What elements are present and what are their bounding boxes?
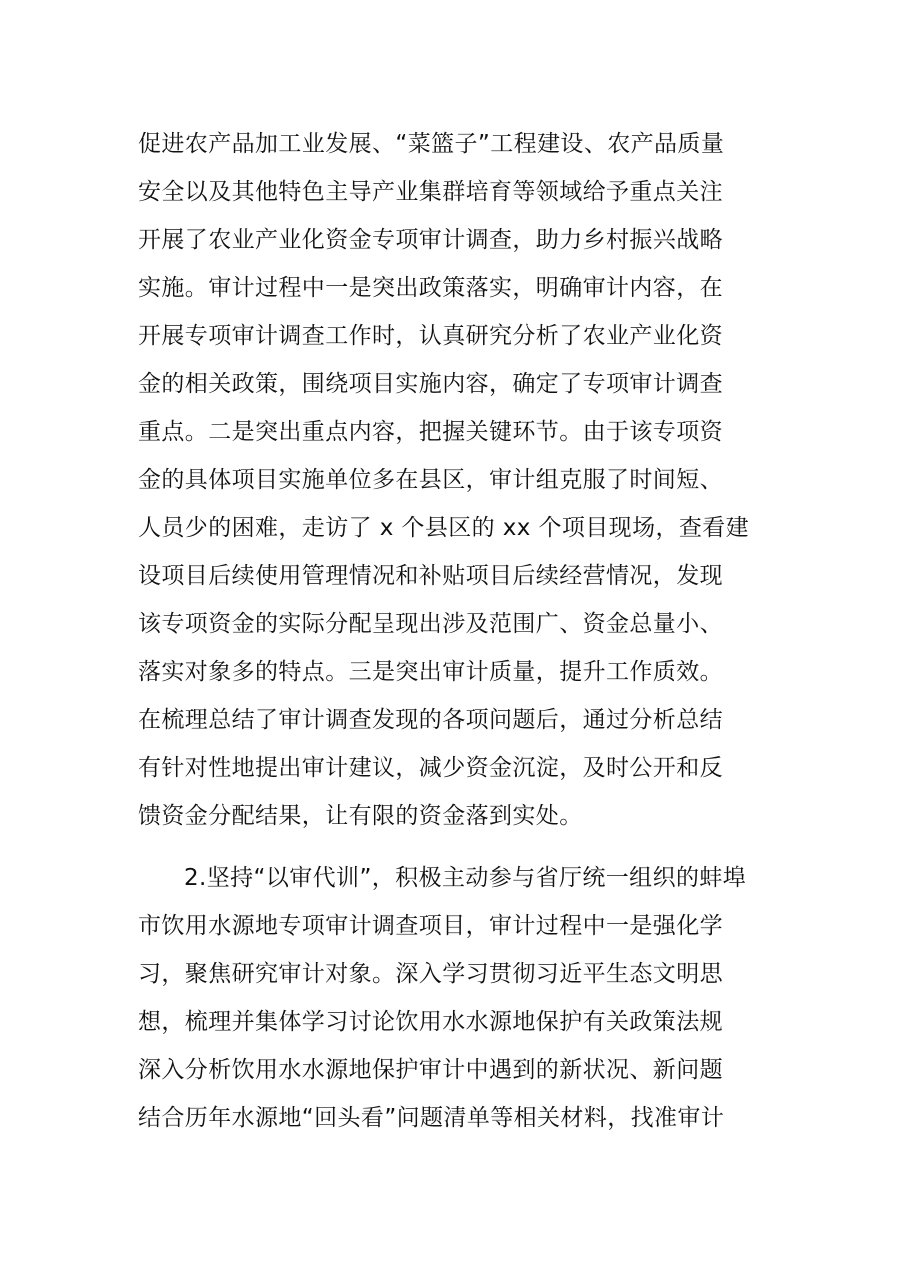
paragraph-2 (138, 854, 778, 1142)
paragraph-2-line: 结合历年水源地“回头看”问题清单等相关材料，找准审计 (138, 1105, 725, 1131)
paragraph-2-line: 习，聚焦研究审计对象。深入学习贯彻习近平生态文明思 (138, 961, 723, 987)
paragraph-1-line: 金的具体项目实施单位多在县区，审计组克服了时间短、 (138, 467, 723, 493)
paragraph-1-line: 有针对性地提出审计建议，减少资金沉淀，及时公开和反 (138, 755, 723, 781)
paragraph-2-line: 2.坚持“以审代训”，积极主动参与省厅统一组织的蚌埠 (184, 865, 747, 891)
document-body (138, 120, 778, 1142)
paragraph-gap (138, 840, 778, 854)
paragraph-1-line: 开展了农业产业化资金专项审计调查，助力乡村振兴战略 (138, 227, 723, 253)
paragraph-1-line: 促进农产品加工业发展、“菜篮子”工程建设、农产品质量 (138, 131, 725, 157)
paragraph-1-line: 重点。二是突出重点内容，把握关键环节。由于该专项资 (138, 419, 723, 445)
paragraph-1-line: 开展专项审计调查工作时，认真研究分析了农业产业化资 (138, 323, 723, 349)
paragraph-1-line: 安全以及其他特色主导产业集群培育等领域给予重点关注 (138, 179, 723, 205)
paragraph-1-line: 人员少的困难，走访了 x 个县区的 xx 个项目现场，查看建 (138, 515, 750, 541)
paragraph-2-line: 市饮用水源地专项审计调查项目，审计过程中一是强化学 (138, 913, 723, 939)
paragraph-1-line: 馈资金分配结果，让有限的资金落到实处。 (138, 803, 583, 829)
paragraph-2-line: 深入分析饮用水水源地保护审计中遇到的新状况、新问题 (138, 1057, 723, 1083)
paragraph-1-line: 实施。审计过程中一是突出政策落实，明确审计内容，在 (138, 275, 723, 301)
paragraph-1-line: 在梳理总结了审计调查发现的各项问题后，通过分析总结 (138, 707, 723, 733)
paragraph-1-line: 设项目后续使用管理情况和补贴项目后续经营情况，发现 (138, 563, 723, 589)
paragraph-1-line: 落实对象多的特点。三是突出审计质量，提升工作质效。 (138, 659, 723, 685)
paragraph-2-line: 想，梳理并集体学习讨论饮用水水源地保护有关政策法规 (138, 1009, 723, 1035)
paragraph-1-line: 该专项资金的实际分配呈现出涉及范围广、资金总量小、 (138, 611, 723, 637)
paragraph-1-line: 金的相关政策，围绕项目实施内容，确定了专项审计调查 (138, 371, 723, 397)
paragraph-1 (138, 120, 778, 840)
